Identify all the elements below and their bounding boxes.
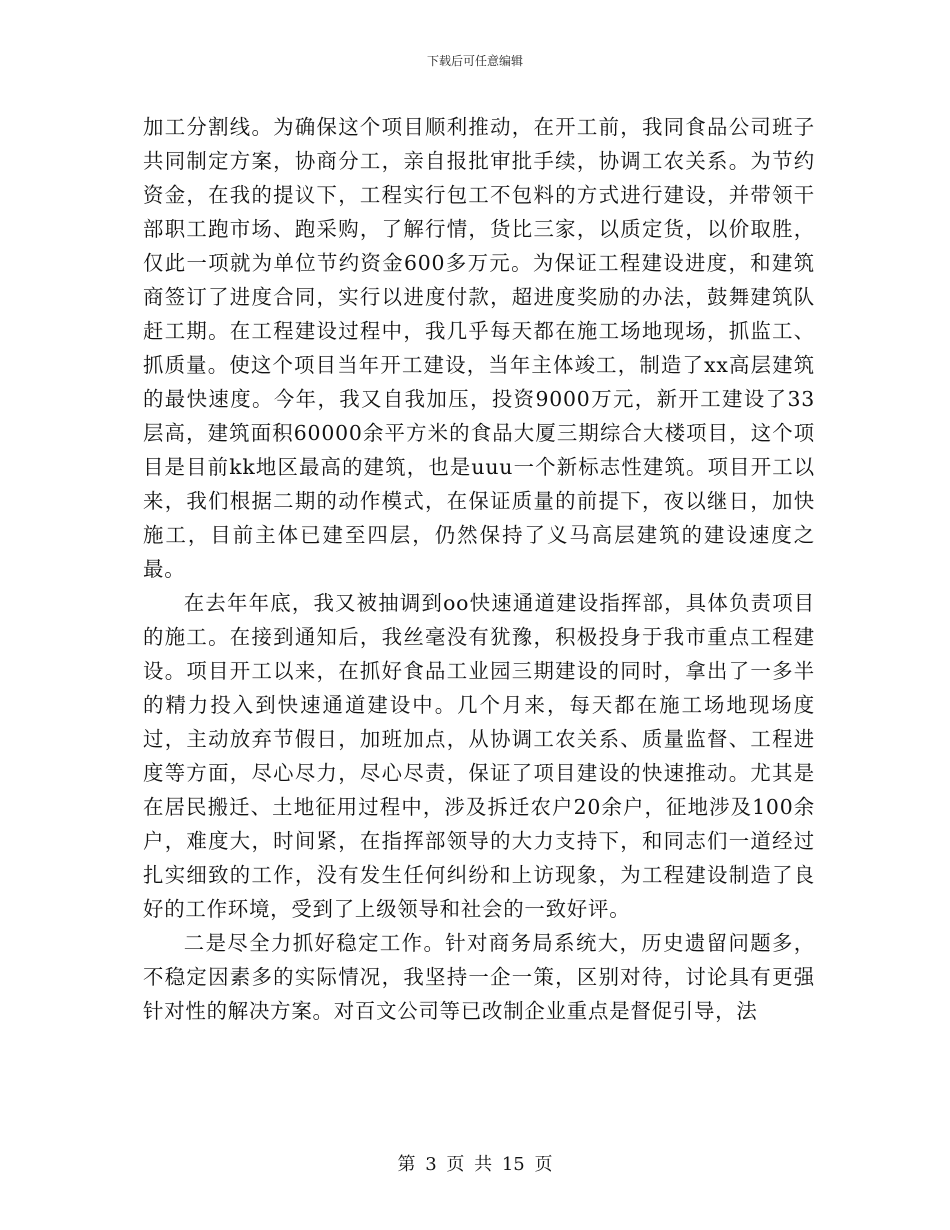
page-number: 第 3 页 共 15 页 <box>397 1154 553 1175</box>
page-header-note: 下载后可任意编辑 <box>426 54 523 68</box>
paragraph-3: 二是尽全力抓好稳定工作。针对商务局系统大，历史遗留问题多，不稳定因素多的实际情况，我坚持一企一策，区别对待，讨论具有更强针对性的解决方案。对百文公司等已改制企业重点是督促引导，法 <box>143 931 815 1023</box>
paragraph-2: 在去年年底，我又被抽调到oo快速通道建设指挥部，具体负责项目的施工。在接到通知后，我丝毫没有犹豫，积极投身于我市重点工程建设。项目开工以来，在抓好食品工业园三期建设的同时，拿出了一多半的精力投入到快速通道建设中。几个月来，每天都在施工场地现场度过，主动放弃节假日，加班加点，从协调工农关系、质量监督、工程进度等方面，尽心尽力，尽心尽责，保证了项目建设的快速推动。尤其是在居民搬迁、土地征用过程中，涉及拆迁农户20余户，征地涉及100余户，难度大，时间紧，在指挥部领导的大力支持下，和同志们一道经过扎实细致的工作，没有发生任何纠纷和上访现象，为工程建设制造了良好的工作环境，受到了上级领导和社会的一致好评。 <box>143 591 815 921</box>
paragraph-1: 加工分割线。为确保这个项目顺利推动，在开工前，我同食品公司班子共同制定方案，协商分工，亲自报批审批手续，协调工农关系。为节约资金，在我的提议下，工程实行包工不包料的方式进行建设，并带领干部职工跑市场、跑采购，了解行情，货比三家，以质定货，以价取胜，仅此一项就为单位节约资金600多万元。为保证工程建设进度，和建筑商签订了进度合同，实行以进度付款，超进度奖励的办法，鼓舞建筑队赶工期。在工程建设过程中，我几乎每天都在施工场地现场，抓监工、抓质量。使这个项目当年开工建设，当年主体竣工，制造了xx高层建筑的最快速度。今年，我又自我加压，投资9000万元，新开工建设了33层高，建筑面积60000余平方米的食品大厦三期综合大楼项目，这个项目是目前kk地区最高的建筑，也是uuu一个新标志性建筑。项目开工以来，我们根据二期的动作模式，在保证质量的前提下，夜以继日，加快施工，目前主体已建至四层，仍然保持了义马高层建筑的建设速度之最。 <box>143 115 815 581</box>
document-body <box>143 110 815 1028</box>
